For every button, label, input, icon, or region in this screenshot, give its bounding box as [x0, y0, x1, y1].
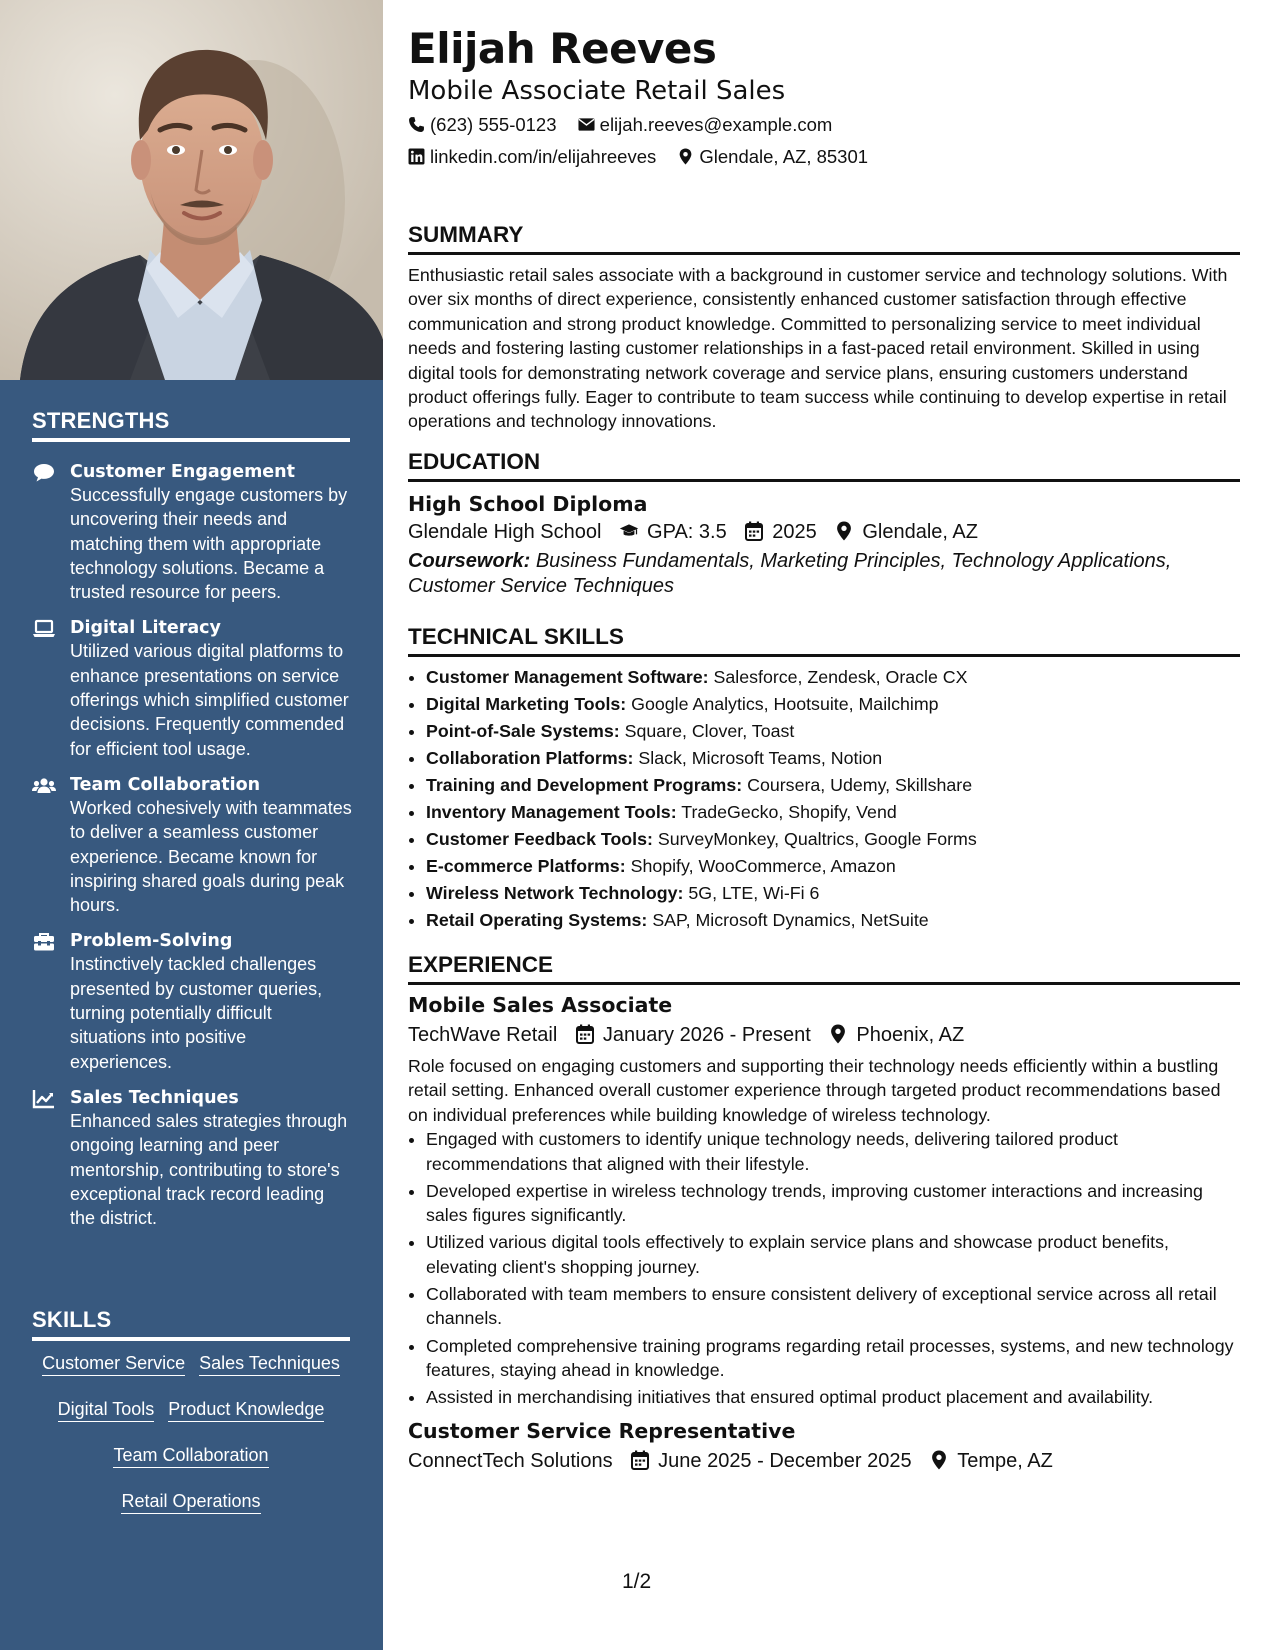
tech-skill-value: Square, Clover, Toast	[624, 721, 795, 741]
job-location: Tempe, AZ	[957, 1450, 1053, 1473]
strength-description: Successfully engage customers by uncovering their needs and matching them with appropriate technology solutions. Became a trusted resource for peers.	[70, 485, 348, 603]
tech-skill-label: Training and Development Programs:	[426, 775, 743, 795]
education-year: 2025	[772, 521, 817, 543]
tech-skill-label: Point-of-Sale Systems:	[426, 721, 620, 741]
envelope-icon	[578, 116, 595, 133]
coursework-label: Coursework:	[408, 550, 531, 572]
strength-title: Team Collaboration	[70, 774, 261, 795]
tech-skill-value: SurveyMonkey, Qualtrics, Google Forms	[657, 829, 977, 849]
toolbox-icon	[32, 931, 56, 953]
technical-skills-section	[408, 623, 1240, 934]
education-heading: EDUCATION	[408, 448, 1240, 482]
tech-skill-label: Customer Management Software:	[426, 667, 709, 687]
skills-heading: SKILLS	[32, 1307, 350, 1341]
strength-item	[32, 461, 352, 604]
job-company: ConnectTech Solutions	[408, 1450, 613, 1473]
tech-skill-value: Slack, Microsoft Teams, Notion	[638, 748, 883, 768]
map-pin-icon	[677, 148, 694, 165]
strength-title: Problem-Solving	[70, 931, 233, 952]
tech-skill-item	[426, 772, 1240, 799]
candidate-title: Mobile Associate Retail Sales	[408, 76, 786, 106]
phone-contact	[408, 113, 557, 137]
job-entry	[408, 991, 1240, 1409]
job-bullet: • Assisted in merchandising initiatives that ensured optimal product placement and availability.	[426, 1385, 1240, 1409]
tech-skill-item	[426, 799, 1240, 826]
summary-section	[408, 221, 1240, 434]
job-bullets	[408, 1127, 1240, 1409]
job-location: Phoenix, AZ	[856, 1024, 965, 1046]
strength-item	[32, 1087, 352, 1230]
coursework-text: Business Fundamentals, Marketing Principles, Technology Applications, Customer Service Techniques	[408, 550, 1172, 597]
education-section	[408, 448, 1240, 598]
tech-skill-label: Digital Marketing Tools:	[426, 694, 627, 714]
skill-tag: Team Collaboration	[113, 1444, 268, 1468]
calendar-icon	[630, 1450, 650, 1470]
education-degree: High School Diploma	[408, 492, 648, 516]
users-icon	[32, 775, 56, 797]
laptop-icon	[32, 618, 56, 640]
job-dates-item	[630, 1447, 912, 1475]
profile-photo	[0, 0, 383, 380]
tech-skill-item	[426, 745, 1240, 772]
strength-description: Instinctively tackled challenges presented by customer queries, turning potentially difficult situations into positive experiences.	[70, 954, 323, 1072]
tech-skill-value: SAP, Microsoft Dynamics, NetSuite	[652, 910, 929, 930]
page-number: 1/2	[622, 1570, 652, 1593]
education-gpa-item	[619, 518, 727, 546]
tech-skill-label: Inventory Management Tools:	[426, 802, 677, 822]
technical-skills-list	[408, 664, 1240, 934]
experience-heading: EXPERIENCE	[408, 951, 1240, 985]
tech-skill-value: TradeGecko, Shopify, Vend	[681, 802, 897, 822]
job-location-item	[929, 1447, 1053, 1475]
strength-description: Enhanced sales strategies through ongoing learning and peer mentorship, contributing to store's exceptional track record leading the district.	[70, 1110, 348, 1229]
skill-tag: Customer Service	[42, 1352, 185, 1376]
calendar-icon	[575, 1024, 595, 1044]
map-pin-icon	[828, 1024, 848, 1044]
graduation-cap-icon	[619, 521, 639, 541]
linkedin-contact[interactable]	[408, 145, 656, 169]
job-entry	[408, 1417, 1240, 1475]
location-contact	[677, 145, 868, 169]
strengths-heading: STRENGTHS	[32, 408, 350, 442]
tech-skill-item	[426, 853, 1240, 880]
job-bullet: • Completed comprehensive training programs regarding retail processes, systems, and new technology features, staying ahead in knowledge.	[426, 1334, 1240, 1383]
speech-bubble-icon	[32, 462, 56, 484]
job-title: Mobile Sales Associate	[408, 993, 673, 1017]
tech-skill-item	[426, 880, 1240, 907]
skill-tag: Product Knowledge	[168, 1398, 324, 1422]
education-year-item	[744, 518, 817, 546]
education-location-item	[834, 518, 978, 546]
contact-row	[408, 145, 884, 169]
job-dates: June 2025 - December 2025	[658, 1450, 912, 1473]
job-dates: January 2026 - Present	[602, 1024, 811, 1046]
strength-item	[32, 617, 352, 760]
linkedin-icon	[408, 148, 425, 165]
strength-description: Worked cohesively with teammates to deliver a seamless customer experience. Became known for inspiring shared goals during peak hours.	[70, 797, 352, 916]
tech-skill-item	[426, 826, 1240, 853]
tech-skill-item	[426, 907, 1240, 934]
job-company: TechWave Retail	[408, 1024, 558, 1046]
tech-skill-value: Shopify, WooCommerce, Amazon	[630, 856, 896, 876]
location-text: Glendale, AZ, 85301	[699, 146, 869, 167]
phone-icon	[408, 116, 425, 133]
tech-skill-value: Salesforce, Zendesk, Oracle CX	[713, 667, 968, 687]
education-meta	[408, 518, 1240, 546]
education-school: Glendale High School	[408, 521, 602, 543]
skills-list	[32, 1352, 350, 1536]
tech-skill-label: Collaboration Platforms:	[426, 748, 634, 768]
chart-line-icon	[32, 1088, 56, 1110]
job-meta	[408, 1447, 1240, 1475]
strength-title: Sales Techniques	[70, 1087, 239, 1108]
strength-title: Customer Engagement	[70, 462, 296, 482]
sidebar	[0, 0, 383, 1650]
tech-skill-item	[426, 718, 1240, 745]
candidate-name: Elijah Reeves	[408, 24, 717, 73]
linkedin-text[interactable]: linkedin.com/in/elijahreeves	[430, 146, 657, 167]
tech-skill-label: Retail Operating Systems:	[426, 910, 648, 930]
map-pin-icon	[834, 521, 854, 541]
calendar-icon	[744, 521, 764, 541]
job-bullet: • Utilized various digital tools effectively to explain service plans and showcase product benefits, elevating client's shopping journey.	[426, 1230, 1240, 1279]
job-title: Customer Service Representative	[408, 1419, 796, 1444]
tech-skill-label: E-commerce Platforms:	[426, 856, 626, 876]
job-description: Role focused on engaging customers and supporting their technology needs efficiently within a bustling retail setting. Enhanced overall customer experience through targeted product recommendations based on individual preferences while building knowledge of wireless technology.	[408, 1056, 1221, 1125]
tech-skill-item	[426, 664, 1240, 691]
tech-skill-label: Customer Feedback Tools:	[426, 829, 653, 849]
job-bullet: • Engaged with customers to identify unique technology needs, delivering tailored product recommendations that aligned with their lifestyle.	[426, 1127, 1240, 1176]
technical-skills-heading: TECHNICAL SKILLS	[408, 623, 1240, 657]
education-gpa: GPA: 3.5	[647, 521, 727, 543]
job-meta	[408, 1021, 1240, 1049]
email-contact[interactable]	[578, 113, 833, 137]
tech-skill-value: Google Analytics, Hootsuite, Mailchimp	[631, 694, 939, 714]
strength-item	[32, 774, 352, 917]
job-bullet: • Developed expertise in wireless technology trends, improving customer interactions and increasing sales figures significantly.	[426, 1179, 1240, 1228]
experience-section	[408, 951, 1240, 1475]
skill-tag: Sales Techniques	[199, 1352, 340, 1376]
map-pin-icon	[929, 1450, 949, 1470]
contact-row	[408, 113, 848, 137]
education-location: Glendale, AZ	[862, 521, 978, 543]
strength-description: Utilized various digital platforms to enhance presentations on service offerings which simplified customer decisions. Frequently commended for efficient tool usage.	[70, 641, 349, 759]
skill-tag: Digital Tools	[58, 1398, 155, 1422]
strengths-list	[32, 461, 352, 1243]
tech-skill-label: Wireless Network Technology:	[426, 883, 684, 903]
tech-skill-value: 5G, LTE, Wi-Fi 6	[688, 883, 820, 903]
job-dates-item	[575, 1021, 811, 1049]
strength-title: Digital Literacy	[70, 618, 221, 639]
job-location-item	[828, 1021, 964, 1049]
strength-item	[32, 930, 352, 1073]
tech-skill-item	[426, 691, 1240, 718]
summary-text: Enthusiastic retail sales associate with a background in customer service and technology solutions. With over six months of direct experience, consistently enhanced customer satisfaction through effective communication and strong product knowledge. Committed to personalizing service to meet individual needs and fostering lasting customer relationships in a fast-paced retail environment. Skilled in using digital tools for demonstrating network coverage and service plans, ensuring customers understand product offerings fully. Eager to contribute to team success while continuing to develop expertise in retail operations and technology innovations.	[408, 265, 1228, 432]
tech-skill-value: Coursera, Udemy, Skillshare	[747, 775, 973, 795]
summary-heading: SUMMARY	[408, 221, 1240, 255]
job-bullet: • Collaborated with team members to ensure consistent delivery of exceptional service across all retail channels.	[426, 1282, 1240, 1331]
email-text[interactable]: elijah.reeves@example.com	[599, 114, 833, 135]
phone-text: (623) 555-0123	[430, 114, 557, 135]
skill-tag: Retail Operations	[121, 1490, 260, 1514]
education-coursework	[408, 549, 1240, 598]
